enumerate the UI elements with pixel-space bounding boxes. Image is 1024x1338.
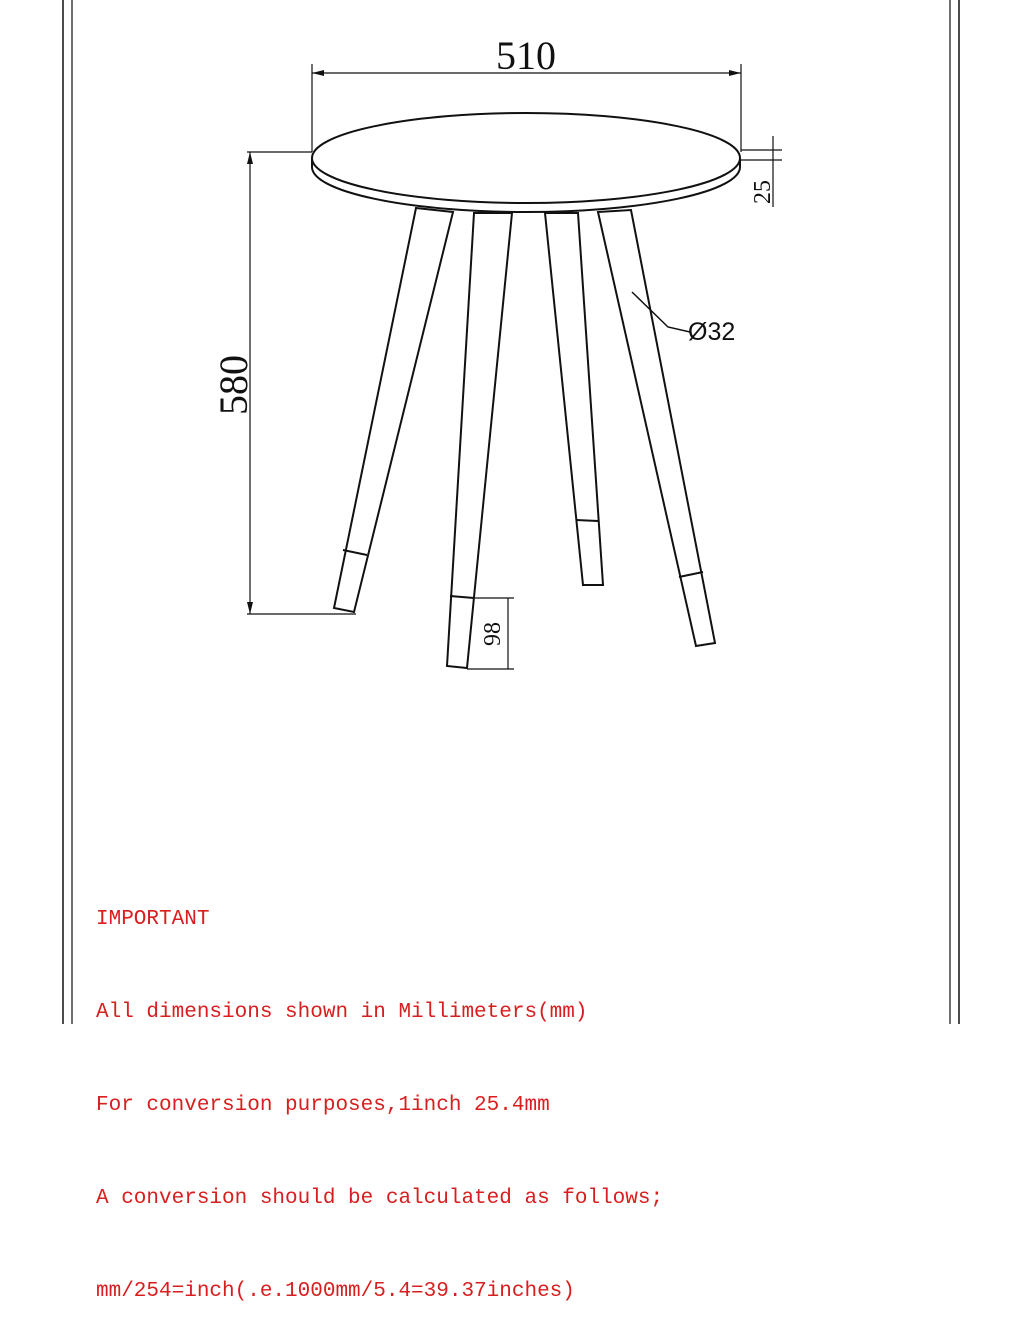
notes-line-4: mm/254=inch(.e.1000mm/5.4=39.37inches)	[96, 1280, 575, 1303]
height-label: 580	[211, 355, 256, 415]
leg-front-center	[447, 213, 512, 668]
leg-back-center-tip-line	[576, 520, 598, 521]
table-top	[312, 113, 740, 212]
notes-line-3: A conversion should be calculated as follows;	[96, 1187, 664, 1210]
leg-tip-label: 98	[480, 622, 506, 646]
notes-block	[96, 842, 663, 1338]
leg-right	[598, 210, 715, 646]
height-dimension	[247, 152, 356, 614]
leg-diameter-label: Ø32	[688, 318, 736, 346]
notes-heading: IMPORTANT	[96, 908, 210, 931]
legs	[334, 208, 715, 668]
leg-back-center	[545, 213, 603, 585]
notes-line-1: All dimensions shown in Millimeters(mm)	[96, 1001, 588, 1024]
top-thickness-label: 25	[750, 180, 776, 204]
notes-line-2: For conversion purposes,1inch 25.4mm	[96, 1094, 550, 1117]
top-diameter-label: 510	[496, 33, 556, 78]
